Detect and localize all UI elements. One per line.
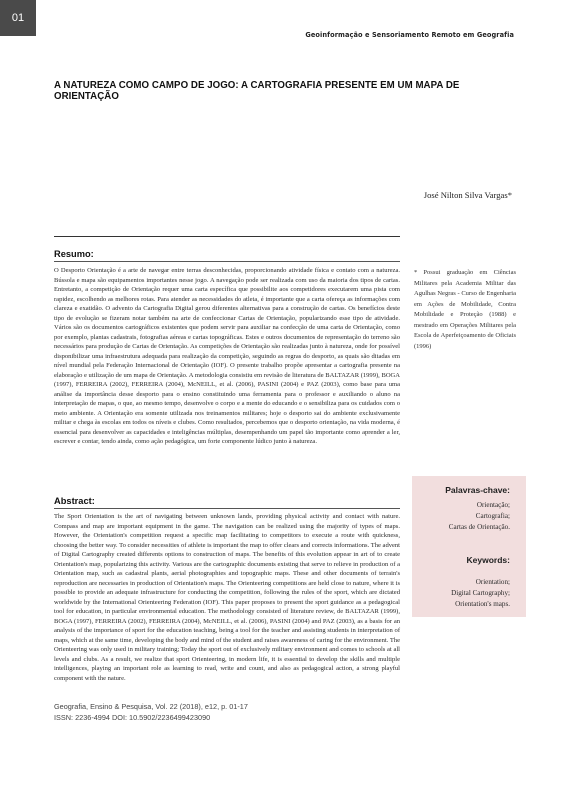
- page-number: 01: [11, 12, 25, 24]
- keywords-list: [451, 577, 510, 610]
- issn-doi: ISSN: 2236-4994 DOI: 10.5902/2236499423090: [54, 712, 211, 722]
- keywords-box: [412, 476, 526, 617]
- author-name: José Nilton Silva Vargas*: [423, 190, 512, 200]
- resumo-heading: Resumo:: [54, 249, 94, 259]
- author-footnote: * Possui graduação em Ciências Militares pela Academia Militar das Agulhas Negras - Curso de Engenharia em Ações de Mobilidade, Contra Mobilidade e Proteção (1988) e mestrado em Operações Militares pela Escola de Aperfeiçoamento de Oficiais (1996): [414, 269, 516, 350]
- article-title: A NATUREZA COMO CAMPO DE JOGO: A CARTOGRAFIA PRESENTE EM UM MAPA DE ORIENTAÇÃO: [54, 80, 460, 102]
- keyword-item: Orientation's maps.: [455, 600, 510, 608]
- title-divider: [54, 236, 400, 237]
- keyword-item: Orientação;: [476, 501, 510, 509]
- keyword-item: Digital Cartography;: [451, 589, 510, 597]
- palavras-chave-heading: Palavras-chave:: [445, 485, 510, 495]
- keyword-item: Cartas de Orientação.: [448, 523, 510, 531]
- keywords-heading: Keywords:: [466, 555, 510, 565]
- keyword-item: Cartografia;: [475, 512, 510, 520]
- abstract-rule: [54, 508, 400, 509]
- abstract-text: The Sport Orientation is the art of navigating between unknown lands, providing physical activity and contact with nature. Compass and map are important equipment in the game. The navigation can be realized using the majority of types of maps. However, the Orientation's competition request a specific map facilitating to competitors to execute a route with quickness, choosing the better way. To consider necessities of athlete is important the map to offer clears and corrects informations. The advent of Digital Cartography created differents options to construction of maps. The benefits of this evolution appear in art of to create Orientation's map, popularizing this activity. Various are the cartographic documents existing that serve to relieve in production of a Orientation map, such as cadastral plants, aerial photographies and topographic maps. These and other documents of terrain's reproduction are necessaries in production of Orientation's maps. The Orienteering competitions are held close to nature, where it is possible to provide an adequate infrastructure for conducting the competition, following the rules of the sport, which are dictated worldwide by the International Orienteering Federation (IOF). This paper proposes to present the sport guidance as a pedagogical tool for education, in particular environmental education. The methodology consisted of literature review, de BALTAZAR (1999), BOGA (1997), FERREIRA (2002), FERREIRA (2004), McNEILL, et al. (2006), PASINI (2004) and PAZ (2003), as a basis for an analysis of the importance of sport for the education teaching, being a tool for the teacher and assisting students in interpretation of maps, which at the same time, developing the body and mind of the student and raises awareness of caring for the environment. The Orienteering was only used in military training; Today the sport out of exclusively military environment and comes to schools at all levels and clubs. As a result, we realize that sport Orienteering, in modern life, it is essential to develop the skills and multiple intelligences, playing an important role as learning to read, write and count, and also as pedagogical action, a strong playful component with the nature.: [54, 513, 400, 682]
- page-number-tab: [0, 0, 36, 36]
- journal-footer: [54, 702, 248, 724]
- journal-citation: Geografia, Ensino & Pesquisa, Vol. 22 (2018), e12, p. 01-17: [54, 702, 248, 711]
- resumo-text: O Desporto Orientação é a arte de navegar entre terras desconhecidas, proporcionando atividade física e contato com a natureza. Bússola e mapa são equipamentos importantes nesse jogo. A navegação pode ser realizada com uso da maioria dos tipos de cartas. Entretanto, a competição de Orientação requer uma carta específica que possibilite aos competidores executarem uma pista com rapidez, escolhendo as melhores rotas. Para atender as necessidades do atleta, é importante que a carta ofereça as informações com clareza e exatidão. O advento da Cartografia Digital gerou diferentes alternativas para a construção de cartas. Os benefícios deste tipo de evolução se fizeram notar também na arte de confeccionar Cartas de Orientação, popularizando esse tipo de atividade. Vários são os documentos cartográficos existentes que podem servir para auxiliar na confecção de uma carta de Orientação, como por exemplo, plantas cadastrais, fotografias aéreas e cartas topográficas. Estes e outros documentos de representação do terreno são necessários para produção de Cartas de Orientação. As competições de Orientação são realizadas junto à natureza, onde for possível disponibilizar uma infraestrutura adequada para realização da competição, seguindo as regras do desporto, as quais são ditadas em nível mundial pela Federação Internacional de Orientação (IOF). O presente trabalho propõe apresentar a cartografia presente na elaboração e utilização de um mapa de Orientação. A metodologia consistiu em revisão de literatura de BALTAZAR (1999), BOGA (1997), FERREIRA (2002), FERREIRA (2004), McNEILL, et al. (2006), PASINI (2004) e PAZ (2003), como base para uma análise da importância desse desporto para o ensino constituindo uma ferramenta para o professor e auxiliando o aluno na interpretação de mapas, o que, ao mesmo tempo, desenvolve o corpo e a mente do educando e o sensibiliza para os cuidados com o meio ambiente. A Orientação era somente utilizada nos treinamentos militares; hoje o desporto sai do ambiente exclusivamente militar e chega às escolas em todos os níveis e clubes. Como resultados, percebemos que o desporto orientação, na vida moderna, é essencial para desenvolver as capacidades e inteligências múltiplas, desempenhando um papel tão importante como aprender a ler, escrever e contar, tendo ainda, como ação pedagógica, um forte componente lúdico junto à natureza.: [54, 267, 400, 445]
- keyword-item: Orientation;: [475, 578, 510, 586]
- palavras-chave-list: [449, 500, 510, 533]
- abstract-heading: Abstract:: [54, 496, 95, 506]
- resumo-rule: [54, 261, 400, 262]
- journal-section-header: Geoinformação e Sensoriamento Remoto em Geografia: [305, 30, 514, 39]
